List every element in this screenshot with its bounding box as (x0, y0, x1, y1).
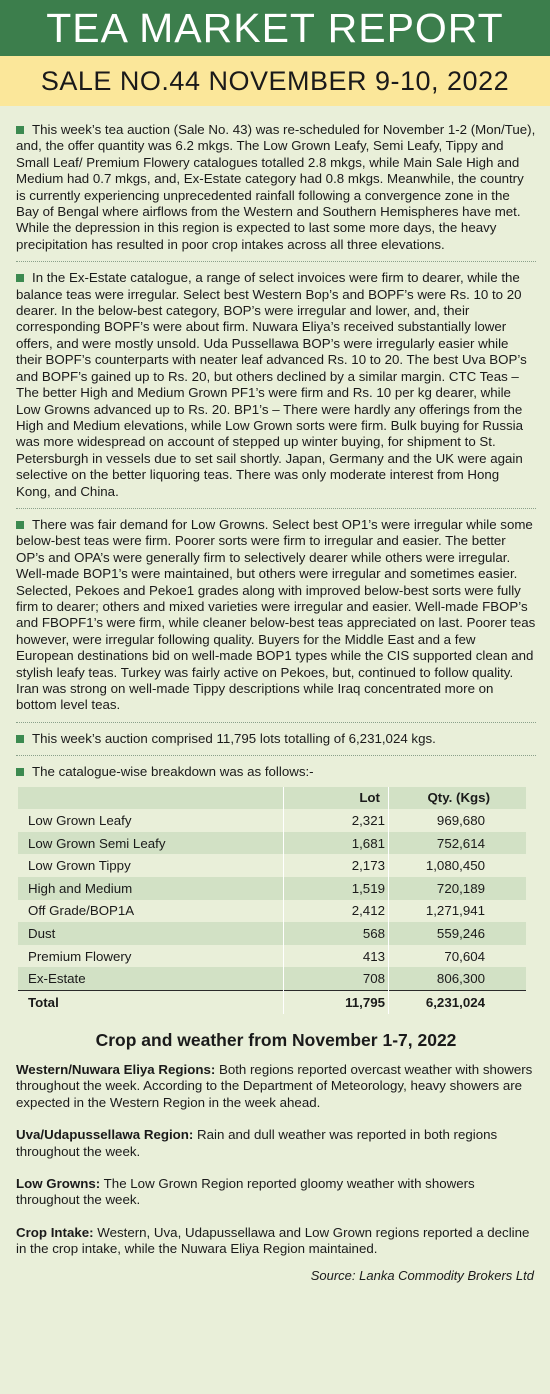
paragraph-2-text: In the Ex-Estate catalogue, a range of select invoices were firm to dearer, while the balance teas were irregular. Select best Western Bop’s and BOPF’s were Rs. 10 to 20 dearer. In the below-best category, BOP’s were irregular and lower, and, their corresponding BOPF’s were about firm. Nuwara Eliya’s received substantially lower offers, and were mostly unsold. Uda Pussellawa BOP’s were irregularly easier while their BOPF’s counterparts with neater leaf advanced Rs. 10 to 20. The best Uva BOP’s and BOPF’s gained up to Rs. 20, but others declined by a similar margin. CTC Teas – The better High and Medium Grown PF1’s were firm and Rs. 10 per kg dearer, while Low Growns advanced up to Rs. 20. BP1’s – There were hardly any offerings from the High and Medium elevations, while Low Grown sorts were firm. Bulk buying for Russia was more widespread on account of stepped up winter buying, for shipment to St. Petersburgh in vessels due to set sail shortly. Japan, Germany and the UK were again selective on the better liquoring teas. There was only moderate interest from Hong Kong, and China. (16, 270, 527, 499)
row-lot: 2,173 (284, 854, 389, 877)
crop-item-label: Crop Intake: (16, 1224, 94, 1240)
row-lot: 413 (284, 945, 389, 968)
crop-item (16, 1225, 536, 1258)
paragraph-4 (16, 731, 536, 747)
row-name: Low Grown Leafy (18, 809, 284, 832)
row-name: Ex-Estate (18, 967, 284, 990)
report-body (0, 106, 550, 781)
table-row (18, 900, 526, 923)
paragraph-5 (16, 764, 536, 780)
divider (16, 755, 536, 756)
row-lot: 1,681 (284, 832, 389, 855)
bullet-icon (16, 768, 24, 776)
crop-item-text: Western, Uva, Udapussellawa and Low Grown regions reported a decline in the crop intake, while the Nuwara Eliya Region maintained. (16, 1224, 530, 1257)
divider (16, 722, 536, 723)
table-row (18, 832, 526, 855)
bullet-icon (16, 735, 24, 743)
bullet-icon (16, 126, 24, 134)
crop-weather-section (0, 1029, 550, 1284)
table-row (18, 877, 526, 900)
row-lot: 2,412 (284, 900, 389, 923)
row-lot: 1,519 (284, 877, 389, 900)
row-name: Low Grown Semi Leafy (18, 832, 284, 855)
crop-item (16, 1176, 536, 1209)
table-row (18, 945, 526, 968)
row-qty: 559,246 (389, 922, 527, 945)
table-row (18, 854, 526, 877)
crop-title: Crop and weather from November 1-7, 2022 (95, 1029, 457, 1050)
crop-item-text: Rain and dull weather was reported in both regions throughout the week. (16, 1127, 498, 1159)
row-name: Low Grown Tippy (18, 854, 284, 877)
total-lot: 11,795 (284, 990, 389, 1013)
row-qty: 969,680 (436, 813, 485, 829)
row-qty: 752,614 (389, 832, 527, 855)
total-qty: 6,231,024 (389, 990, 527, 1013)
source-credit: Source: Lanka Commodity Brokers Ltd (310, 1267, 534, 1283)
header-lot: Lot (284, 787, 389, 810)
row-lot: 2,321 (284, 809, 389, 832)
table-row (18, 809, 526, 832)
bullet-icon (16, 274, 24, 282)
row-qty: 1,271,941 (425, 903, 485, 919)
paragraph-4-text: This week’s auction comprised 11,795 lots totalling of 6,231,024 kgs. (32, 730, 436, 746)
row-lot: 568 (284, 922, 389, 945)
divider (16, 508, 536, 509)
row-name: Premium Flowery (18, 945, 284, 968)
report-title: TEA MARKET REPORT (0, 0, 550, 56)
row-qty: 70,604 (444, 948, 485, 964)
crop-item (16, 1062, 536, 1111)
header-qty: Qty. (Kgs) (389, 787, 527, 810)
table-row (18, 922, 526, 945)
bullet-icon (16, 521, 24, 529)
paragraph-2 (16, 270, 536, 500)
paragraph-3-text: There was fair demand for Low Growns. Select best OP1’s were irregular while some below-best teas were firm. Poorer sorts were firm to irregular and easier. The better OP’s and OPA’s were generally firm to selectively dearer while others were irregular. Well-made BOP1’s were maintained, but others were irregular and sometimes easier. Selected, Pekoes and Pekoe1 grades along with improved below-best sorts were fully firm to dearer; others and mixed varieties were irregular and easier. Well-made FBOP’s and FBOPF1’s were firm, while cleaner below-best teas appreciated on last. Poorer teas however, were irregular following quality. Buyers for the Middle East and a few European destinations bid on well-made BOP1 types while the CIS supported clean and stylish leafy teas. Turkey was fairly active on Pekoes, but, continued to follow quality. Iran was strong on well-made Tippy descriptions while Iraq concentrated more on bottom level teas. (16, 516, 536, 713)
row-name: Off Grade/BOP1A (18, 900, 284, 923)
sale-heading: SALE NO.44 NOVEMBER 9-10, 2022 (0, 56, 550, 106)
paragraph-5-text: The catalogue-wise breakdown was as follows:- (32, 764, 314, 780)
row-name: High and Medium (18, 877, 284, 900)
divider (16, 261, 536, 262)
row-name: Dust (18, 922, 284, 945)
header-category (18, 787, 284, 810)
row-qty: 1,080,450 (425, 858, 485, 874)
row-qty: 806,300 (389, 967, 527, 990)
crop-item-label: Western/Nuwara Eliya Regions: (16, 1061, 216, 1077)
row-qty: 720,189 (389, 877, 527, 900)
table-header-row (18, 787, 526, 810)
crop-item (16, 1127, 536, 1160)
table-total-row (18, 990, 526, 1013)
row-lot: 708 (284, 967, 389, 990)
crop-item-label: Uva/Udapussellawa Region: (16, 1127, 194, 1143)
total-label: Total (18, 990, 284, 1013)
paragraph-3 (16, 517, 536, 714)
crop-item-text: Both regions reported overcast weather with showers throughout the week. According to the Department of Meteorology, heavy showers are expected in the Western Region in the week ahead. (16, 1061, 533, 1110)
crop-item-label: Low Growns: (16, 1176, 101, 1191)
paragraph-1 (16, 106, 536, 253)
paragraph-1-text: This week’s tea auction (Sale No. 43) was re-scheduled for November 1-2 (Mon/Tue), and, the offer quantity was 6.2 mkgs. The Low Grown Leafy, Semi Leafy, Tippy and Small Leaf/ Premium Flowery catalogues totalled 2.8 mkgs, while Main Sale High and Medium had 0.7 mkgs, and, Ex-Estate category had 0.8 mkgs. Meanwhile, the country is currently experiencing unprecedented rainfall following a convergence zone in the Bay of Bengal where airflows from the Western and Southern Hemispheres have met. While the depression in this region is expected to last some more days, the heavy precipitation has resulted in poor crop intakes across all three elevations. (16, 122, 536, 252)
table-row (18, 967, 526, 990)
crop-item-text: The Low Grown Region reported gloomy weather with showers throughout the week. (16, 1176, 475, 1208)
catalogue-table (18, 787, 526, 1014)
